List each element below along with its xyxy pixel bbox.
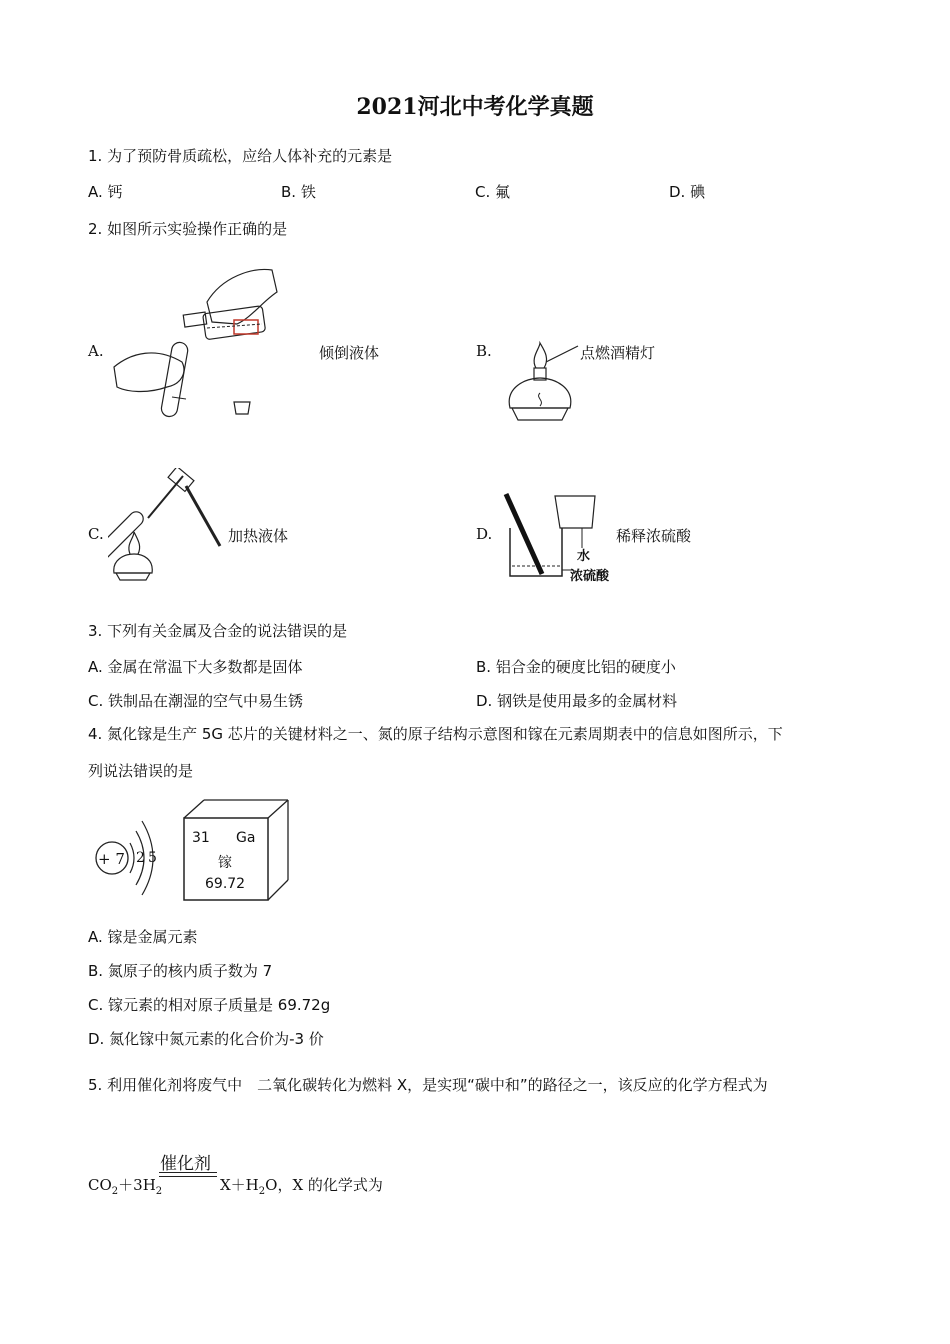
q4-option-d: D. 氮化镓中氮元素的化合价为-3 价	[88, 1030, 324, 1048]
equation-products: $X+H_2O$，X 的化学式为	[220, 1176, 383, 1197]
q3-option-c: C. 铁制品在潮湿的空气中易生锈	[88, 692, 304, 710]
water-label: 水	[577, 549, 591, 564]
question-3-stem: 3. 下列有关金属及合金的说法错误的是	[88, 622, 348, 640]
q2-option-d-caption: 稀释浓硫酸	[616, 527, 692, 545]
question-2-stem: 2. 如图所示实验操作正确的是	[88, 220, 288, 238]
atom-shell-2: 5	[148, 850, 157, 866]
catalyst-condition: 催化剂	[160, 1154, 211, 1174]
equation-arrow-line-bottom	[159, 1176, 217, 1177]
q2-option-c-caption: 加热液体	[228, 527, 289, 545]
question-1-stem: 1. 为了预防骨质疏松，应给人体补充的元素是	[88, 147, 393, 165]
q1-option-c: C. 氟	[475, 183, 511, 201]
heating-liquid-figure	[108, 468, 226, 588]
question-4-stem-line1: 4. 氮化镓是生产 5G 芯片的关键材料之一、氮的原子结构示意图和镓在元素周期表中的信息如图所示，下	[88, 725, 783, 743]
q2-option-d-letter: D.	[476, 525, 493, 543]
lighting-alcohol-lamp-figure	[500, 338, 580, 433]
q3-option-d: D. 钢铁是使用最多的金属材料	[476, 692, 678, 710]
q1-option-b: B. 铁	[281, 183, 316, 201]
acid-label: 浓硫酸	[570, 569, 610, 584]
q4-option-c: C. 镓元素的相对原子质量是 69.72g	[88, 996, 331, 1014]
q4-option-b: B. 氮原子的核内质子数为 7	[88, 962, 273, 980]
atom-shell-1: 2	[136, 850, 145, 866]
q2-option-b-caption: 点燃酒精灯	[580, 344, 656, 362]
q2-option-b-letter: B.	[476, 342, 492, 360]
q4-option-a: A. 镓是金属元素	[88, 928, 198, 946]
question-5-stem: 5. 利用催化剂将废气中 二氧化碳转化为燃料 X，是实现“碳中和”的路径之一，该反应的化学方程式为	[88, 1076, 768, 1094]
question-4-stem-line2: 列说法错误的是	[88, 762, 194, 780]
page-title: 2021河北中考化学真题	[356, 94, 594, 120]
equation-reactants: $CO_2+3H_2$	[88, 1176, 163, 1197]
q2-option-c-letter: C.	[88, 525, 104, 543]
element-atomic-number: 31	[192, 830, 210, 846]
element-symbol: Ga	[236, 830, 256, 846]
q2-option-a-letter: A.	[88, 342, 104, 360]
q3-option-a: A. 金属在常温下大多数都是固体	[88, 658, 303, 676]
element-atomic-mass: 69.72	[205, 876, 246, 892]
q1-option-a: A. 钙	[88, 183, 123, 201]
element-name: 镓	[218, 855, 232, 871]
pouring-liquid-figure	[112, 262, 287, 427]
q2-option-a-caption: 倾倒液体	[319, 344, 380, 362]
q3-option-b: B. 铝合金的硬度比铝的硬度小	[476, 658, 676, 676]
equation-arrow-line-top	[159, 1172, 217, 1173]
q1-option-d: D. 碘	[669, 183, 706, 201]
atom-nucleus-charge: + 7	[98, 850, 125, 868]
